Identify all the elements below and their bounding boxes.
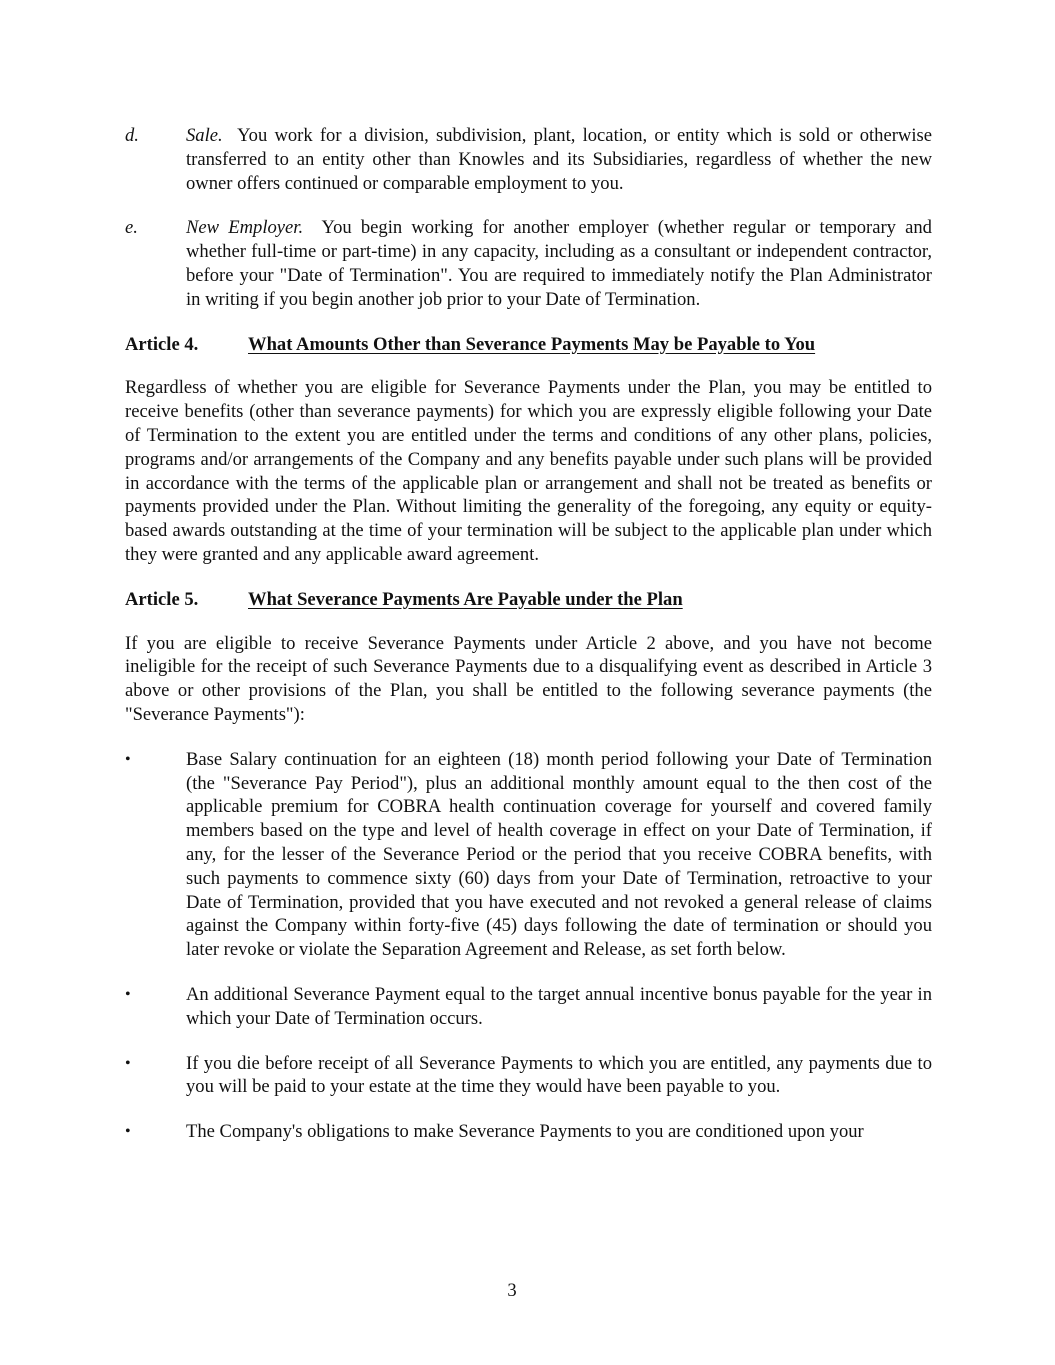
item-marker: d. — [125, 125, 139, 146]
item-lead: New Employer. — [186, 217, 304, 239]
bullet-text: Base Salary continuation for an eighteen (18) month period following your Date of Termination (the "Severance Pay Period"), plus an additional monthly amount equal to the then cost of the applicable premium for COBRA health continuation coverage for yourself and covered family members based on the type and level of health coverage in effect on your Date of Termination, if any, for the lesser of the Severance Period or the period that you receive COBRA benefits, with such payments to commence sixty (60) days from your Date of Termination, retroactive to your Date of Termination, provided that you have executed and not revoked a general release of claims against the Company within forty-five (45) days following the date of termination or should you later revoke or violate the Separation Agreement and Release, as set forth below. — [186, 748, 932, 961]
item-lead: Sale. — [186, 125, 223, 146]
bullet-item — [125, 983, 932, 1031]
bullet-icon: • — [125, 750, 131, 768]
bullet-text: An additional Severance Payment equal to the target annual incentive bonus payable for the year in which your Date of Termination occurs. — [186, 983, 932, 1029]
bullet-icon: • — [125, 1054, 131, 1072]
article-title: What Severance Payments Are Payable under the Plan — [248, 588, 683, 610]
item-text: You work for a division, subdivision, plant, location, or entity which is sold or otherwise transferred to an entity other than Knowles and its Subsidiaries, regardless of whether the new owner offers continued or comparable employment to you. — [186, 125, 932, 194]
item-marker: e. — [125, 217, 138, 239]
article-4-heading — [125, 333, 932, 357]
article-title: What Amounts Other than Severance Payments May be Payable to You — [248, 333, 816, 355]
list-item-new-employer — [125, 216, 932, 311]
document-page — [125, 124, 932, 1165]
article-number: Article 4. — [125, 333, 199, 355]
item-text: You begin working for another employer (whether regular or temporary and whether full-time or part-time) in any capacity, including as a consultant or independent contractor, before your "Date of Termination". You are required to immediately notify the Plan Administrator in writing if you begin another job prior to your Date of Termination. — [186, 217, 932, 310]
article-5-heading — [125, 588, 932, 612]
article-number: Article 5. — [125, 588, 199, 610]
bullet-icon: • — [125, 1123, 131, 1141]
article-4-paragraph: Regardless of whether you are eligible for Severance Payments under the Plan, you may be entitled to receive benefits (other than severance payments) for which you are expressly eligible following your Date of Termination to the extent you are entitled under the terms and conditions of any other plans, policies, programs and/or arrangements of the Company and any benefits payable under such plans will be provided in accordance with the terms of the applicable plan or arrangement and shall not be treated as benefits or payments provided under the Plan. Without limiting the generality of the foregoing, any equity or equity-based awards outstanding at the time of your termination will be subject to the applicable plan under which they were granted and any applicable award agreement. — [125, 377, 932, 565]
bullet-icon: • — [125, 985, 131, 1003]
bullet-item — [125, 748, 932, 962]
bullet-item — [125, 1052, 932, 1100]
list-item-sale — [125, 124, 932, 195]
bullet-text: The Company's obligations to make Severance Payments to you are conditioned upon your — [186, 1121, 864, 1143]
bullet-item — [125, 1120, 932, 1144]
page-number: 3 — [507, 1280, 517, 1301]
article-5-paragraph: If you are eligible to receive Severance Payments under Article 2 above, and you have not become ineligible for the receipt of such Severance Payments due to a disqualifying event as described in Article 3 above or other provisions of the Plan, you shall be entitled to the following severance payments (the "Severance Payments"): — [125, 632, 932, 725]
bullet-text: If you die before receipt of all Severance Payments to which you are entitled, any payments due to you will be paid to your estate at the time they would have been payable to you. — [186, 1052, 932, 1098]
